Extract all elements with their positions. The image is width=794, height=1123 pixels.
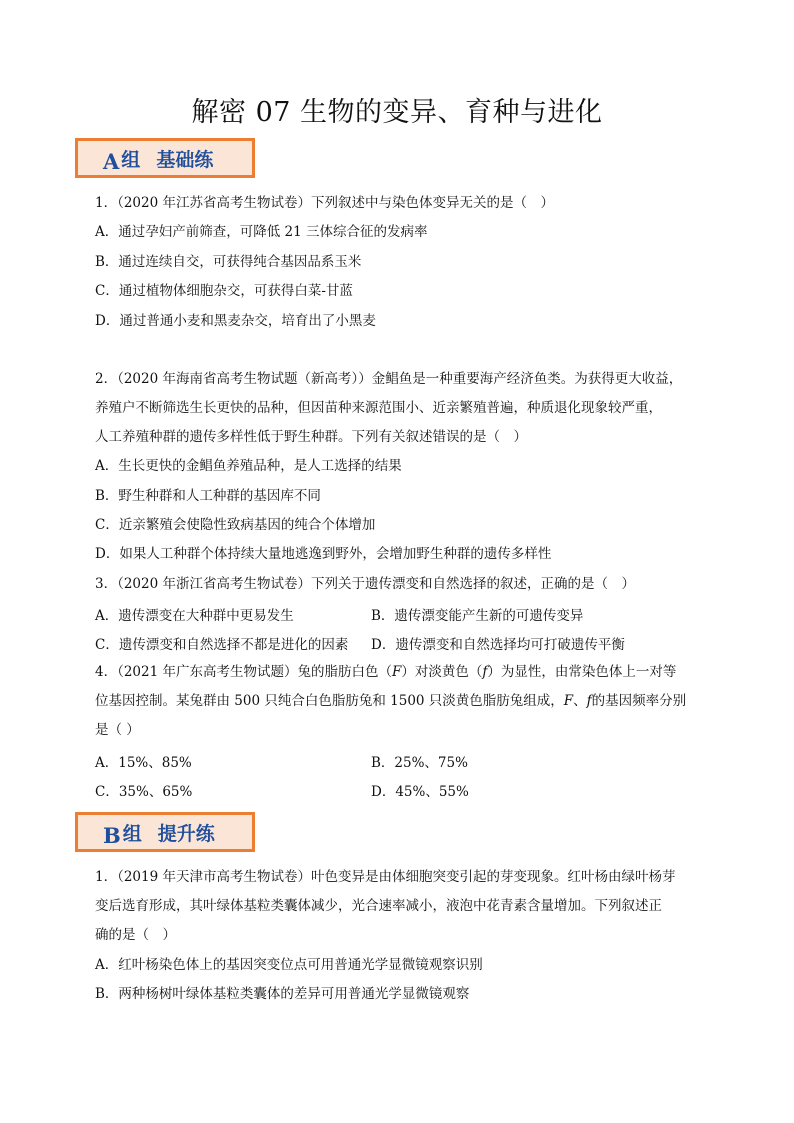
question-a4-stem-line1: 4．（2021 年广东高考生物试题）兔的脂肪白色（F）对淡黄色（f）为显性，由常染色体上一对等 [95, 664, 677, 680]
question-a1-option-b: B．通过连续自交，可获得纯合基因品系玉米 [95, 254, 362, 270]
question-b1-stem-line2: 变后选育形成，其叶绿体基粒类囊体减少，光合速率减小，液泡中花青素含量增加。下列叙述正 [95, 898, 662, 914]
group-a-name: 基础练 [156, 148, 214, 171]
question-a3-stem: 3．（2020 年浙江省高考生物试卷）下列关于遗传漂变和自然选择的叙述，正确的是（ ） [95, 576, 635, 592]
group-a-zu: 组 [121, 148, 141, 171]
question-a1-option-d: D．通过普通小麦和黑麦杂交，培育出了小黑麦 [95, 313, 376, 329]
question-a2-stem-line1: 2．（2020 年海南省高考生物试题（新高考））金鲳鱼是一种重要海产经济鱼类。为获得更大收益， [95, 371, 683, 387]
group-b-zu: 组 [122, 822, 142, 845]
group-b-header [75, 812, 255, 852]
question-a2-option-b: B．野生种群和人工种群的基因库不同 [95, 488, 321, 504]
question-a1-option-c: C．通过植物体细胞杂交，可获得白菜-甘蓝 [95, 283, 353, 299]
page-title: 解密 07 生物的变异、育种与进化 [191, 97, 603, 128]
group-a-header [75, 138, 255, 178]
question-b1-stem-line3: 确的是（ ） [95, 927, 176, 943]
question-a2-option-d: D．如果人工种群个体持续大量地逃逸到野外，会增加野生种群的遗传多样性 [95, 546, 552, 562]
question-a3-option-b: B．遗传漂变能产生新的可遗传变异 [371, 608, 584, 624]
question-a4-stem-line2: 位基因控制。某兔群由 500 只纯合白色脂肪兔和 1500 只淡黄色脂肪兔组成，F、f的基因频率分别 [95, 693, 687, 709]
question-a2-stem-line2: 养殖户不断筛选生长更快的品种，但因苗种来源范围小、近亲繁殖普遍，种质退化现象较严重， [95, 400, 662, 416]
question-a2-stem-line3: 人工养殖种群的遗传多样性低于野生种群。下列有关叙述错误的是（ ） [95, 429, 527, 445]
group-b-name: 提升练 [157, 822, 215, 845]
question-b1-option-a: A．红叶杨染色体上的基因突变位点可用普通光学显微镜观察识别 [95, 957, 483, 973]
question-a3-option-a: A．遗传漂变在大种群中更易发生 [95, 608, 294, 624]
question-b1-stem-line1: 1．（2019 年天津市高考生物试卷）叶色变异是由体细胞突变引起的芽变现象。红叶杨由绿叶杨芽 [95, 869, 676, 885]
question-b1-option-b: B．两种杨树叶绿体基粒类囊体的差异可用普通光学显微镜观察 [95, 986, 470, 1002]
question-a4-option-a: A．15%、85% [95, 755, 192, 771]
question-a4-option-b: B．25%、75% [371, 755, 468, 771]
question-a1-stem: 1．（2020 年江苏省高考生物试卷）下列叙述中与染色体变异无关的是（ ） [95, 195, 554, 211]
question-a3-option-c: C．遗传漂变和自然选择不都是进化的因素 [95, 637, 349, 653]
question-a4-stem-line3: 是（ ） [95, 722, 140, 738]
question-a2-option-a: A．生长更快的金鲳鱼养殖品种，是人工选择的结果 [95, 458, 402, 474]
question-a1-option-a: A．通过孕妇产前筛查，可降低 21 三体综合征的发病率 [95, 224, 428, 240]
question-a3-option-d: D．遗传漂变和自然选择均可打破遗传平衡 [371, 637, 625, 653]
question-a4-option-c: C．35%、65% [95, 784, 193, 800]
question-a4-option-d: D．45%、55% [371, 784, 469, 800]
group-b-letter: B [103, 822, 121, 848]
group-a-letter: A [103, 148, 120, 174]
question-a2-option-c: C．近亲繁殖会使隐性致病基因的纯合个体增加 [95, 517, 376, 533]
